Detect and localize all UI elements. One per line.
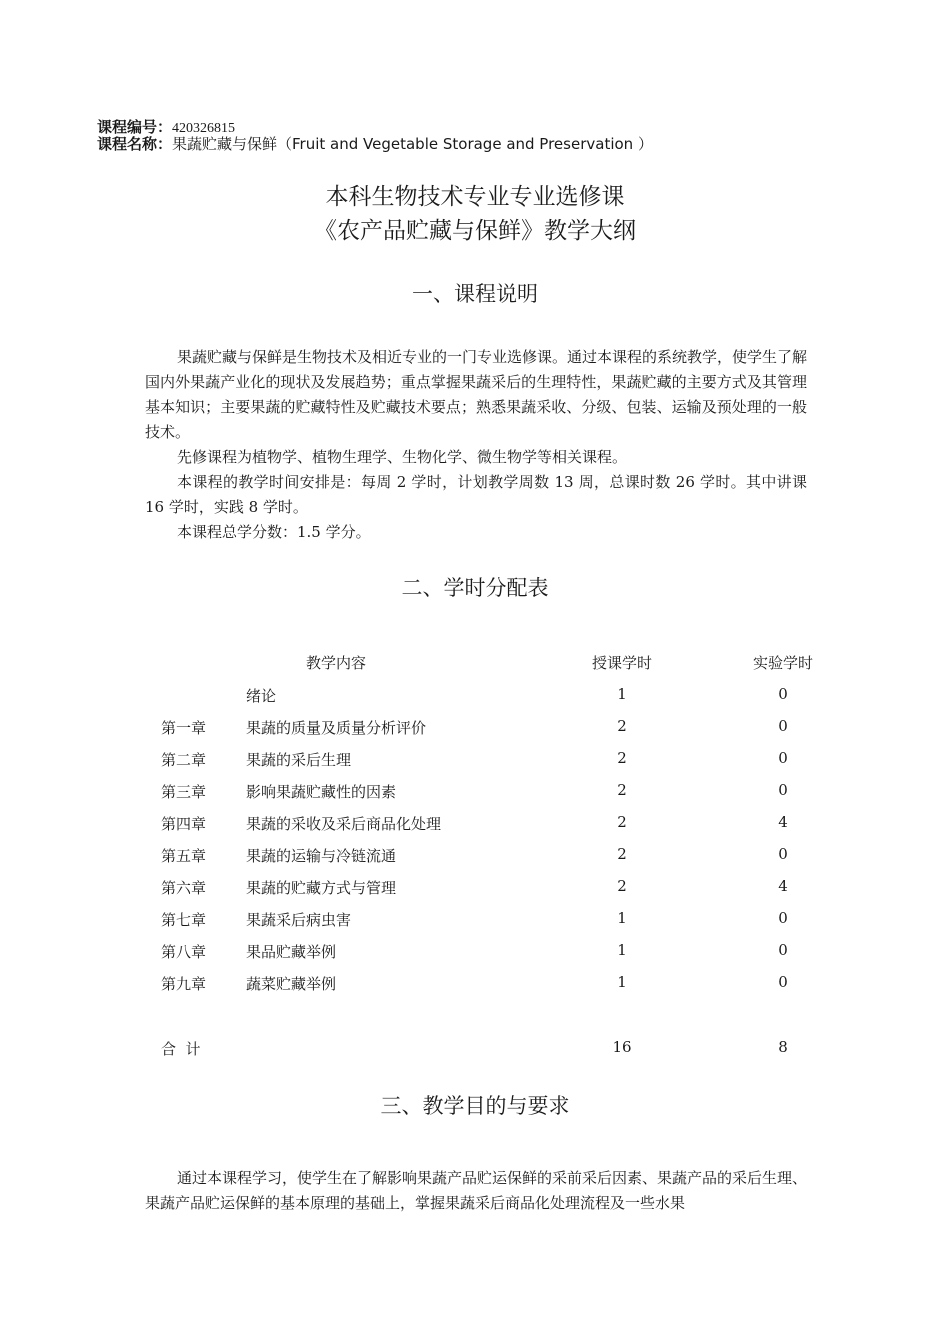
course-name-label: 课程名称： <box>97 135 173 153</box>
chapter-title: 果蔬的运输与冷链流通 <box>246 847 397 865</box>
lab-hours: 0 <box>778 685 788 703</box>
lab-hours: 0 <box>778 973 788 991</box>
section3-body <box>145 1166 807 1216</box>
lecture-hours: 2 <box>617 813 627 831</box>
lecture-hours: 1 <box>617 941 627 959</box>
section2-heading: 二、学时分配表 <box>401 576 549 600</box>
lecture-hours: 2 <box>617 717 627 735</box>
lecture-hours: 1 <box>617 685 627 703</box>
lecture-hours: 1 <box>617 909 627 927</box>
paragraph: 本课程总学分数：1.5 学分。 <box>177 523 371 541</box>
chapter-number: 第一章 <box>161 719 207 737</box>
paragraph: 通过本课程学习，使学生在了解影响果蔬产品贮运保鲜的采前采后因素、果蔬产品的采后生理、果蔬产品贮运保鲜的基本原理的基础上，掌握果蔬采后商品化处理流程及一些水果 <box>145 1169 808 1212</box>
chapter-title: 果蔬的质量及质量分析评价 <box>246 719 427 737</box>
lab-hours: 0 <box>778 781 788 799</box>
chapter-number: 第八章 <box>161 943 207 961</box>
course-name-value: 果蔬贮藏与保鲜（Fruit and Vegetable Storage and Preservation ） <box>172 135 653 153</box>
total-label: 合 计 <box>161 1040 201 1058</box>
lab-hours: 0 <box>778 749 788 767</box>
lecture-hours: 2 <box>617 845 627 863</box>
chapter-title: 果蔬的采后生理 <box>246 751 352 769</box>
lab-hours: 0 <box>778 845 788 863</box>
chapter-number: 第六章 <box>161 879 207 897</box>
header-lecture: 授课学时 <box>591 654 652 672</box>
lecture-hours: 1 <box>617 973 627 991</box>
chapter-number: 第二章 <box>161 751 207 769</box>
section3-heading: 三、教学目的与要求 <box>380 1094 570 1118</box>
lab-hours: 0 <box>778 941 788 959</box>
chapter-number: 第三章 <box>161 783 207 801</box>
header-content: 教学内容 <box>305 654 366 672</box>
lecture-hours: 2 <box>617 749 627 767</box>
lecture-hours: 2 <box>617 781 627 799</box>
section1-heading: 一、课程说明 <box>412 282 538 306</box>
lecture-hours: 2 <box>617 877 627 895</box>
paragraph: 先修课程为植物学、植物生理学、生物化学、微生物学等相关课程。 <box>177 448 628 466</box>
total-lecture-hours: 16 <box>612 1038 632 1056</box>
doc-title-line1: 本科生物技术专业专业选修课 <box>325 184 625 210</box>
chapter-title: 果品贮藏举例 <box>246 943 337 961</box>
chapter-number: 第九章 <box>161 975 207 993</box>
section1-body <box>145 345 807 545</box>
chapter-number: 第五章 <box>161 847 207 865</box>
total-lab-hours: 8 <box>778 1038 788 1056</box>
doc-title-line2: 《农产品贮藏与保鲜》教学大纲 <box>314 218 636 244</box>
chapter-title: 果蔬的采收及采后商品化处理 <box>246 815 442 833</box>
chapter-title: 蔬菜贮藏举例 <box>246 975 337 993</box>
chapter-title: 绪论 <box>246 687 277 705</box>
chapter-number: 第四章 <box>161 815 207 833</box>
chapter-title: 果蔬的贮藏方式与管理 <box>246 879 397 897</box>
paragraph: 果蔬贮藏与保鲜是生物技术及相近专业的一门专业选修课。通过本课程的系统教学，使学生了解国内外果蔬产业化的现状及发展趋势；重点掌握果蔬采后的生理特性，果蔬贮藏的主要方式及其管理基本知识；主要果蔬的贮藏特性及贮藏技术要点；熟悉果蔬采收、分级、包装、运输及预处理的一般技术。 <box>145 348 808 441</box>
lab-hours: 4 <box>778 877 788 895</box>
paragraph: 本课程的教学时间安排是：每周 2 学时，计划教学周数 13 周，总课时数 26 学时。其中讲课 16 学时，实践 8 学时。 <box>145 473 807 516</box>
chapter-title: 果蔬采后病虫害 <box>246 911 352 929</box>
lab-hours: 4 <box>778 813 788 831</box>
course-code-label: 课程编号： <box>97 118 173 136</box>
chapter-number: 第七章 <box>161 911 207 929</box>
course-name <box>97 135 653 154</box>
course-code-value: 420326815 <box>172 121 236 136</box>
lab-hours: 0 <box>778 717 788 735</box>
header-lab: 实验学时 <box>752 654 813 672</box>
lab-hours: 0 <box>778 909 788 927</box>
chapter-title: 影响果蔬贮藏性的因素 <box>246 783 397 801</box>
